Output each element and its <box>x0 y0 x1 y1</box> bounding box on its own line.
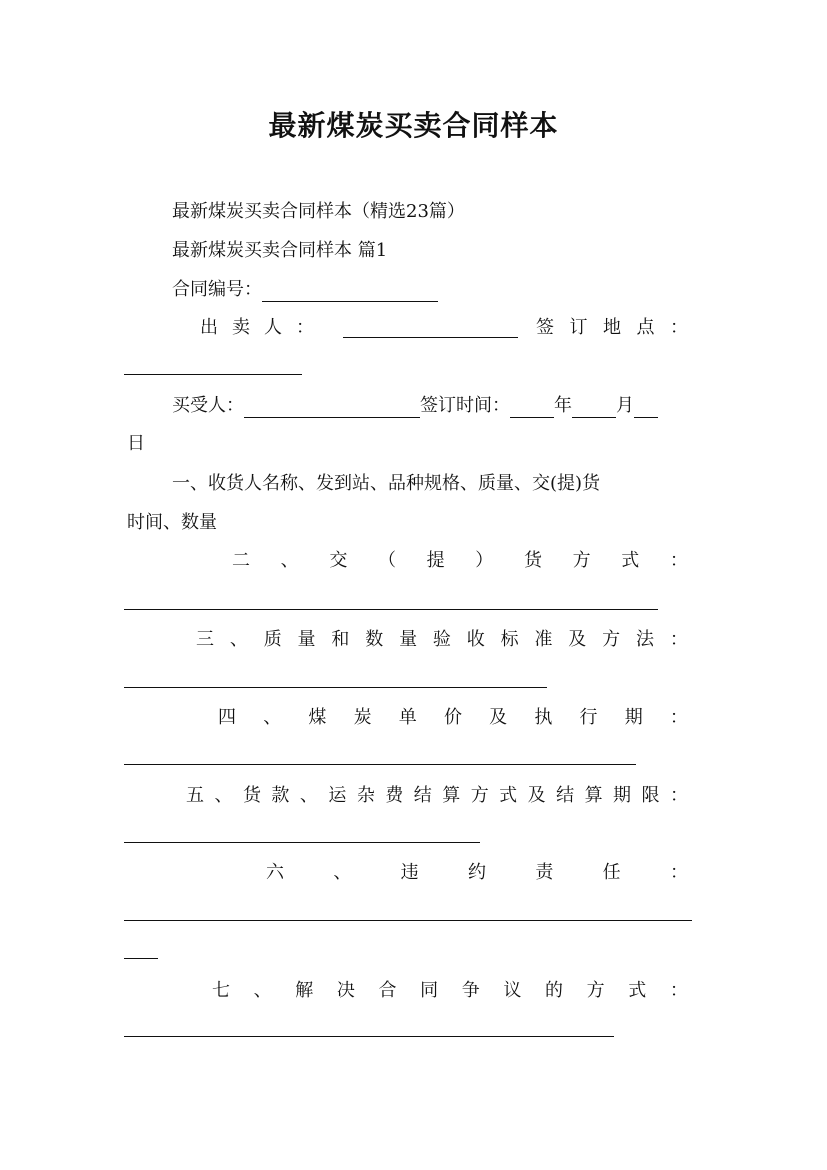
seller-line-char: 签 <box>536 317 554 338</box>
item4-char: 执 <box>534 707 553 728</box>
buyer-label: 买受人： <box>172 395 244 416</box>
item2-char: 货 <box>523 550 542 571</box>
seller-line-char: ： <box>670 317 688 338</box>
item6-char: 违 <box>400 862 419 883</box>
item5-char: 算 <box>584 785 603 806</box>
item4-char: ： <box>669 707 688 728</box>
sign-time-label: 签订时间： <box>420 395 510 416</box>
year-label: 年 <box>554 395 572 416</box>
item-7-line <box>212 979 688 1003</box>
item2-char: 式 <box>621 550 640 571</box>
item6-char: ： <box>669 862 688 883</box>
item5-char: 限 <box>641 785 660 806</box>
item6-char: 、 <box>333 862 352 883</box>
document-title: 最新煤炭买卖合同样本 <box>268 109 559 142</box>
item-5-blank <box>124 842 480 843</box>
item7-char: 的 <box>545 980 563 1001</box>
item2-char: （ <box>377 550 396 571</box>
item-1-line-1: 一、收货人名称、发到站、品种规格、质量、交(提)货 <box>172 473 601 494</box>
item3-char: 量 <box>297 629 316 650</box>
day-blank <box>634 399 658 418</box>
item3-char: 验 <box>432 629 451 650</box>
item6-char: 任 <box>602 862 621 883</box>
item3-char: 量 <box>399 629 418 650</box>
seller-line-char: 点 <box>636 317 655 338</box>
intro-line: 最新煤炭买卖合同样本（精选23篇） <box>172 201 465 222</box>
item-3-blank <box>124 687 547 688</box>
month-blank <box>572 399 616 418</box>
item-2-line <box>232 549 688 573</box>
sign-place-label <box>536 316 688 340</box>
item4-char: 、 <box>263 707 282 728</box>
item7-char: 决 <box>336 980 355 1001</box>
day-label: 日 <box>127 433 145 454</box>
item3-char: 标 <box>500 629 519 650</box>
item4-char: 及 <box>489 707 508 728</box>
item3-char: 和 <box>331 629 350 650</box>
item7-char: 合 <box>378 980 397 1001</box>
item2-char: 二 <box>232 550 250 571</box>
item-5-line <box>186 784 688 808</box>
buyer-blank <box>244 399 420 418</box>
month-label: 月 <box>616 395 634 416</box>
seller-line-char: 出 <box>200 317 218 338</box>
item-4-blank <box>124 764 636 765</box>
item7-char: ： <box>669 980 688 1001</box>
contract-number-blank <box>262 283 438 302</box>
item-2-blank <box>124 609 658 610</box>
seller-line-char: ： <box>296 317 314 338</box>
item2-char: 、 <box>280 550 299 571</box>
contract-number-label: 合同编号： <box>172 279 262 300</box>
item3-char: 质 <box>263 629 282 650</box>
item3-char: ： <box>669 629 688 650</box>
item3-char: 、 <box>229 629 248 650</box>
item4-char: 炭 <box>353 707 372 728</box>
item7-char: 、 <box>253 980 272 1001</box>
item5-char: 式 <box>499 785 518 806</box>
item-6-blank-cont <box>124 958 158 959</box>
item-6-line <box>266 861 688 885</box>
item5-char: ： <box>669 785 688 806</box>
item5-char: 货 <box>242 785 261 806</box>
item-1-line-2: 时间、数量 <box>127 512 217 533</box>
item7-char: 式 <box>628 980 647 1001</box>
item6-char: 六 <box>266 862 284 883</box>
item7-char: 方 <box>586 980 605 1001</box>
item4-char: 行 <box>579 707 598 728</box>
year-blank <box>510 399 554 418</box>
item3-char: 方 <box>602 629 621 650</box>
item7-char: 议 <box>503 980 522 1001</box>
item5-char: 、 <box>214 785 233 806</box>
seller-line-char: 地 <box>603 317 621 338</box>
item2-char: 提 <box>426 550 445 571</box>
item5-char: 算 <box>442 785 461 806</box>
item-3-line <box>196 628 688 652</box>
item3-char: 数 <box>365 629 384 650</box>
item7-char: 七 <box>212 980 230 1001</box>
item5-char: 期 <box>613 785 632 806</box>
seller-line-char: 卖 <box>232 317 250 338</box>
item5-char: 、 <box>299 785 318 806</box>
seller-blank <box>343 337 518 338</box>
item7-char: 争 <box>461 980 480 1001</box>
item5-char: 结 <box>556 785 575 806</box>
seller-label <box>200 316 314 340</box>
item5-char: 五 <box>186 785 204 806</box>
buyer-line <box>172 394 658 418</box>
item-7-blank <box>124 1036 614 1037</box>
item5-char: 结 <box>413 785 432 806</box>
contract-number-line <box>172 278 438 302</box>
item6-char: 责 <box>535 862 554 883</box>
item5-char: 方 <box>470 785 489 806</box>
item4-char: 单 <box>398 707 417 728</box>
item5-char: 费 <box>385 785 404 806</box>
item2-char: ： <box>669 550 688 571</box>
item2-char: 交 <box>329 550 348 571</box>
item2-char: ） <box>475 550 494 571</box>
item2-char: 方 <box>572 550 591 571</box>
item5-char: 及 <box>527 785 546 806</box>
item3-char: 三 <box>196 629 214 650</box>
item4-char: 四 <box>218 707 236 728</box>
item-6-blank <box>124 920 692 921</box>
item3-char: 法 <box>635 629 654 650</box>
item5-char: 杂 <box>356 785 375 806</box>
item7-char: 同 <box>420 980 439 1001</box>
item3-char: 收 <box>466 629 485 650</box>
item7-char: 解 <box>295 980 314 1001</box>
item4-char: 期 <box>624 707 643 728</box>
item4-char: 价 <box>443 707 462 728</box>
seller-line-char: 订 <box>569 317 588 338</box>
section-heading: 最新煤炭买卖合同样本 篇1 <box>172 240 388 261</box>
item4-char: 煤 <box>308 707 327 728</box>
item5-char: 运 <box>328 785 347 806</box>
seller-line-char: 人 <box>264 317 282 338</box>
item-4-line <box>218 706 688 730</box>
item3-char: 及 <box>568 629 587 650</box>
item6-char: 约 <box>467 862 486 883</box>
item3-char: 准 <box>534 629 553 650</box>
item5-char: 款 <box>271 785 290 806</box>
sign-place-blank <box>124 374 302 375</box>
